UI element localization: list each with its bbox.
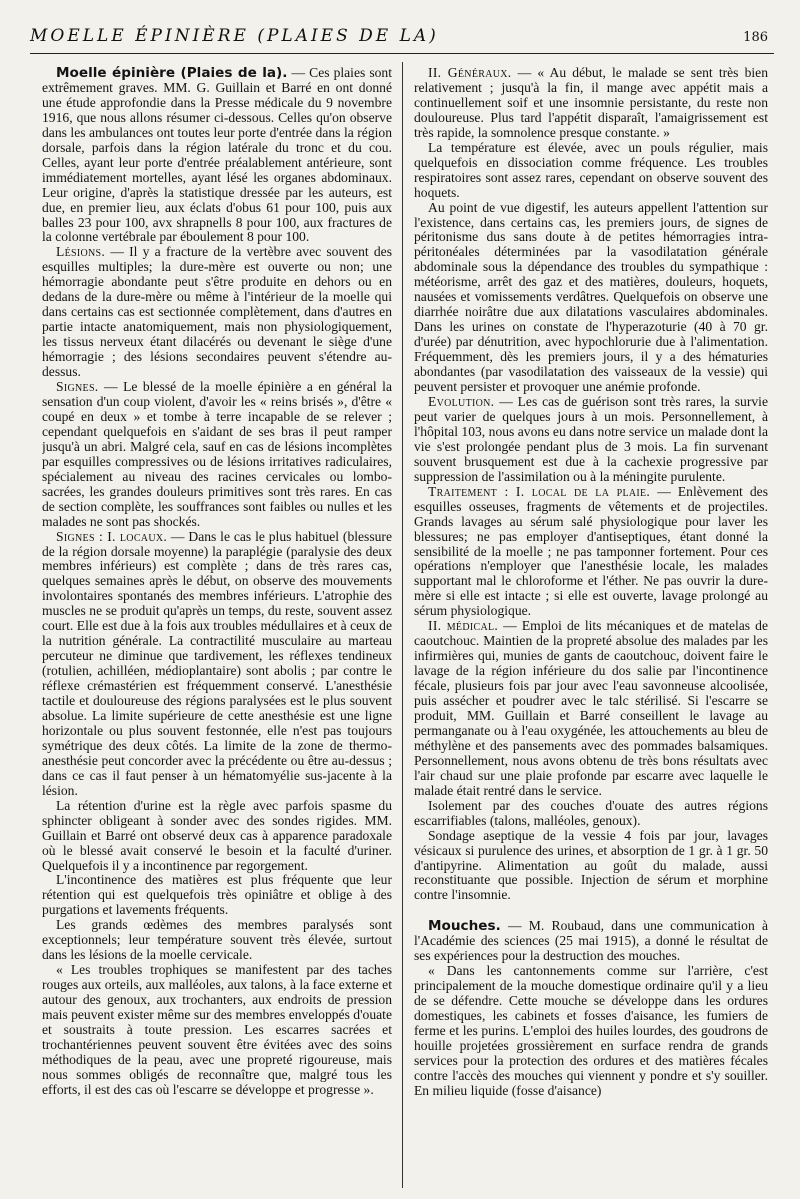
paragraph <box>42 245 392 380</box>
paragraph-text: — Dans le cas le plus habituel (blessure de la région dorsale moyenne) la paraplégie (paralysie des deux membres inférieurs) est complète ; dans de très rares cas, quelques semaines après le début, on observe des mouvements involontaires spontanés des membres inférieurs. L'atrophie des muscles ne se produit qu'après un temps, du reste, souvent assez court. Elle est due à la fois aux troubles médullaires et à ceux de la nutrition générale. La contractilité musculaire au marteau percuteur ne diminue que tardivement, les réflexes tendineux (rotulien, achilléen, médioplantaire) sont abolis ; par contre le réflexe crémastérien est fréquemment conservé. L'anesthésie tactile et douloureuse des régions paralysées est le plus souvent absolue. La limite supérieure de cette anesthésie est une ligne horizontale ou plus souvent festonnée, elle n'est pas toujours symétrique des deux côtés. La limite de la zone de thermo-anesthésie peut concorder avec la précédente ou être au-dessus ; dans ce cas il faut penser à un hématomyélie sus-jacente à la lésion. <box>42 528 392 798</box>
paragraph: Isolement par des couches d'ouate des autres régions escarrifiables (talons, malléoles, genoux). <box>414 797 768 828</box>
paragraph-text: — Les cas de guérison sont très rares, la survie peut varier de quelques jours à un mois. Personnellement, à l'hôpital 103, nous avons eu dans notre service un malade dont la vie s'est prolongée pendant plus de 3 mois. La fin survenant souvent brusquement est due à la cachexie progressive par suppression de l'assimilation ou à la méningite purulente. <box>414 393 768 484</box>
section-label: II. Généraux. <box>428 66 512 80</box>
paragraph: « Les troubles trophiques se manifestent par des taches rouges aux orteils, aux malléoles, aux talons, à la face externe et autour des genoux, aux trochanters, aux endroits de pression mais peuvent exister même sur des membres enveloppés d'ouate et soustraits à toute pression. Les escarres sacrées et trochantériennes peuvent souvent être évitées avec des soins méthodiques de la peau, avec une propreté rigoureuse, mais nous sommes obligés de reconnaître que, malgré tous les efforts, il est des cas où l'escarre se développe et progresse ». <box>42 962 392 1097</box>
paragraph: « Dans les cantonnements comme sur l'arrière, c'est principalement de la mouche domestique ordinaire qu'il y a lieu de se défendre. Cette mouche se développe dans les ordures domestiques, les cabinets et fosses d'aisance, les fumiers de ferme et les purins. L'emploi des huiles lourdes, des goudrons de houille projetées grossièrement en surface rendra de grands services pour la protection des ordures et des matières fécales contre l'accès des mouches qui viennent y pondre et s'y souiller. En milieu liquide (fosse d'aisance) <box>414 963 768 1098</box>
running-title: MOELLE ÉPINIÈRE (PLAIES DE LA) <box>30 26 439 46</box>
paragraph: Les grands œdèmes des membres paralysés sont exceptionnels; leur température souvent très élevée, surtout dans les lésions de la moelle cervicale. <box>42 917 392 963</box>
article-title: Moelle épinière (Plaies de la). <box>56 66 288 81</box>
paragraph <box>42 66 392 245</box>
paragraph-text: — Emploi de lits mécaniques et de matelas de caoutchouc. Maintien de la propreté absolue des malades par les infirmières qui, munies de gants de caoutchouc, doivent faire le lavage de la région inférieure du dos salie par l'incontinence fécale, plusieurs fois par jour avec l'eau savonneuse alcoolisée, puis assécher et poudrer avec le talc stérilisé. Si l'escarre se produit, MM. Guillain et Barré conseillent le lavage au permanganate ou à l'eau oxygénée, les attouchements au bleu de méthylène et des pansements avec des pommades balsamiques. Personnellement, nous avons obtenu de très bons résultats avec l'air chaud sur une plaie profonde par escarre avec laquelle le malade était rentré dans le service. <box>414 618 768 798</box>
page-number: 186 <box>743 30 768 45</box>
section-label: Lésions. <box>56 244 106 260</box>
right-column <box>414 66 768 1186</box>
header-rule <box>30 53 774 54</box>
paragraph <box>42 380 392 530</box>
section-label: Signes. <box>56 379 99 395</box>
article-gap <box>414 903 768 919</box>
section-label: Evolution. <box>428 393 495 409</box>
section-label: II. médical. <box>428 618 499 634</box>
paragraph-text: — « Au début, le malade se sent très bien relativement ; jusqu'à la fin, il mange avec appétit mais a continuellement soif et une insomnie persistante, du reste non douloureuse. Plus tard l'appétit disparaît, l'amaigrissement est très rapide, la somnolence presque constante. » <box>414 66 768 140</box>
paragraph <box>42 530 392 799</box>
section-label: Signes : I. locaux. <box>56 528 168 544</box>
paragraph <box>414 66 768 141</box>
paragraph: Sondage aseptique de la vessie 4 fois par jour, lavages vésicaux si purulence des urines, et absorption de 1 gr. à 1 gr. 50 d'antipyrine. Alimentation au goût du malade, aussi reconstituante que possible. Injection de sérum et morphine contre l'insomnie. <box>414 827 768 903</box>
paragraph: Au point de vue digestif, les auteurs appellent l'attention sur l'existence, dans certains cas, les premiers jours, de signes de péritonisme dus sans doute à de petites hémorragies intra-péritonéales déterminées par la vasodilatation générale abdominale sous la dépendance des troubles du sympathique : météorisme, arrêt des gaz et des matières, douleurs, hoquets, nausées et vomissements verdâtres. Quelquefois on observe une diarrhée noirâtre due aux dilatations vasculaires abdominales. Dans les urines on constate de l'hyperazoturie (40 à 70 gr. d'urée) par dénutrition, avec hypochlorurie due à l'alimentation. Fréquemment, dès les premiers jours, il y a des hématuries abondantes (par vasodilatation des vaisseaux de la vessie) qui peuvent persister et provoquer une anémie profonde. <box>414 199 768 395</box>
paragraph-text: — Il y a fracture de la vertèbre avec souvent des esquilles multiples; la dure-mère est ouverte ou non; une hémorragie abondante peut s'être produite en dehors ou en dedans de la dure-mère ou même à l'intérieur de la moelle qui dans certains cas est sectionnée complètement, dans d'autres en partie intacte anatomiquement, mais non physiologiquement, les tissus nerveux étant dilacérés ou devenant le siège d'une hémorragie ; des lésions secondaires peuvent s'étendre au-dessus. <box>42 244 392 380</box>
paragraph <box>414 919 768 964</box>
paragraph-text: — M. Roubaud, dans une communication à l'Académie des sciences (25 mai 1915), a donné le résultat de ses expériences pour la destruction des mouches. <box>414 918 768 964</box>
paragraph-text: — Ces plaies sont extrêmement graves. MM. G. Guillain et Barré en ont donné une étude approfondie dans la Presse médicale du 9 novembre 1916, que nous allons résumer ci-dessous. Celles qu'on observe dans les ambulances ont toutes leur porte d'entrée dans la région dorsale, parfois dans la région latérale du tronc et du cou. Celles, ayant leur porte d'entrée préalablement antérieure, sont immédiatement mortelles, ayant lésé les organes abdominaux. Leur origine, d'après la statistique dressée par les auteurs, est due, en premier lieu, aux éclats d'obus 61 pour 100, puis aux balles 23 pour 100, avx shrapnells 8 pour 100, aux fractures de la colonne vertébrale par éboulement 8 pour 100. <box>42 66 392 245</box>
article-title: Mouches. <box>428 918 501 935</box>
running-head <box>30 26 770 50</box>
paragraph: L'incontinence des matières est plus fréquente que leur rétention qui est quelquefois très opiniâtre et oblige à des purgations et lavements fréquents. <box>42 872 392 918</box>
section-label: Traitement : I. local de la plaie. <box>428 483 651 499</box>
paragraph <box>414 619 768 798</box>
paragraph-text: — Enlèvement des esquilles osseuses, fragments de vêtements et de projectiles. Grands lavages au sérum salé physiologique pour laver les blessures; ne pas employer d'antiseptiques, étant donné la sensibilité de la moelle ; ne pas tamponner fortement. Pour ces opérations n'employer que l'anesthésie locale, les malades supportant mal le chloroforme et l'éther. Ne pas ouvrir la dure-mère si elle est intacte ; si elle est ouverte, lavage prolongé au sérum physiologique. <box>414 483 768 619</box>
paragraph: La température est élevée, avec un pouls régulier, mais quelquefois en dissociation comme fréquence. Les troubles respiratoires sont assez rares, cependant on observe souvent des hoquets. <box>414 139 768 200</box>
left-column <box>42 66 392 1186</box>
paragraph: La rétention d'urine est la règle avec parfois spasme du sphincter obligeant à sonder avec des sondes rigides. MM. Guillain et Barré ont observé deux cas à apparence paradoxale où le blessé avait conservé le besoin et la faculté d'uriner. Quelquefois il y a incontinence par regorgement. <box>42 797 392 873</box>
paragraph <box>414 485 768 620</box>
paragraph-text: — Le blessé de la moelle épinière a en général la sensation d'un coup violent, d'avoir les « reins brisés », d'être « coupé en deux » et tombe à terre incapable de se relever ; cependant quelquefois en s'aidant de ses bras il peut ramper jusqu'à un abri. Malgré cela, sauf en cas de lésions incomplètes par esquilles compressives ou de lésions irritatives radiculaires, spécialement au niveau des racines cervicales ou lombo-sacrées, les grandes douleurs primitives sont très rares. En cas de section complète, les souffrances sont faibles ou nulles et les malades ne sont pas shockés. <box>42 379 392 529</box>
paragraph <box>414 395 768 485</box>
column-divider <box>402 62 403 1188</box>
